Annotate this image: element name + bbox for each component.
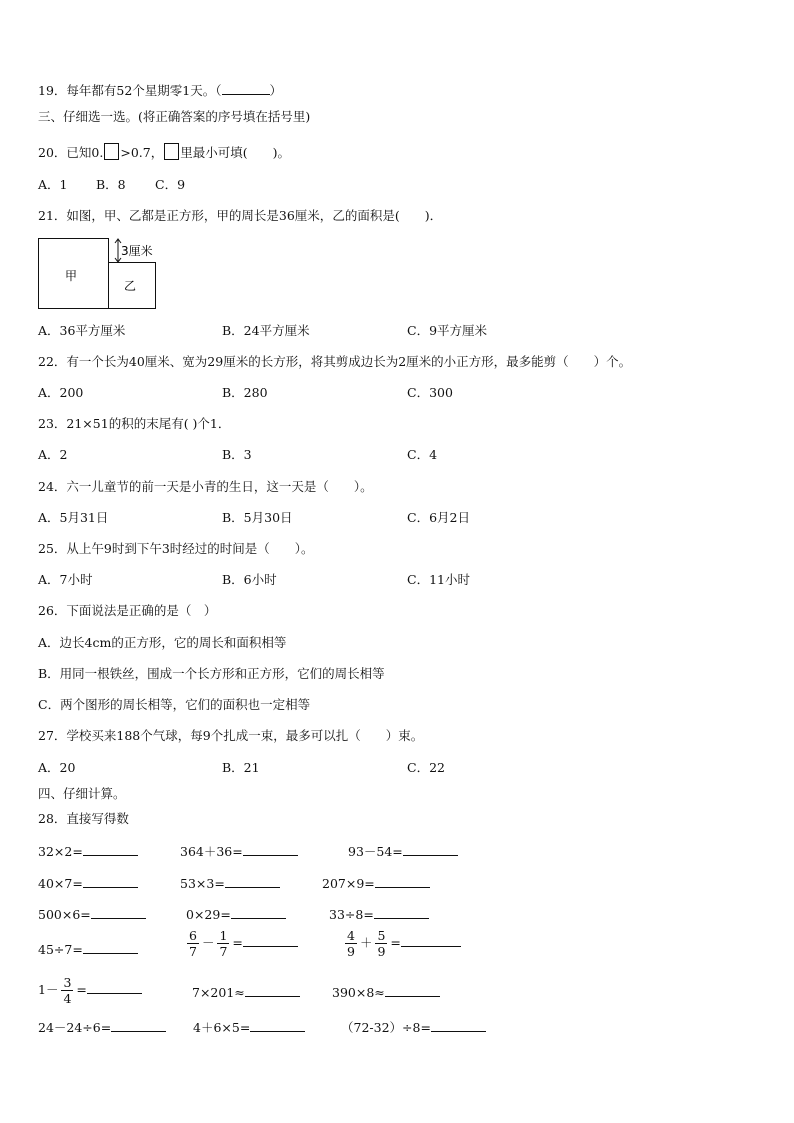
option-a[interactable]: A．36平方厘米 (38, 323, 126, 338)
label-yi: 乙 (124, 279, 137, 293)
answer-blank[interactable] (91, 906, 146, 919)
option-a[interactable]: A．边长4cm的正方形，它的周长和面积相等 (38, 635, 287, 650)
option-a[interactable]: A．20 (38, 760, 76, 775)
question-20: 20．已知0. >0.7， 里最小可填( )。 (38, 145, 290, 160)
answer-blank[interactable] (385, 984, 440, 997)
question-21: 21．如图，甲、乙都是正方形，甲的周长是36厘米，乙的面积是( )． (38, 208, 443, 223)
option-b[interactable]: B．用同一根铁丝，围成一个长方形和正方形，它们的周长相等 (38, 666, 385, 681)
fraction: $\frac{3}{4}$ (63, 975, 72, 1006)
answer-blank[interactable] (83, 941, 138, 954)
calc-item: 24－24÷6= (38, 1019, 166, 1036)
question-28-title: 28．直接写得数 (38, 811, 129, 826)
option-a[interactable]: A．7小时 (38, 572, 93, 587)
option-a[interactable]: A．2 (38, 447, 68, 462)
answer-blank[interactable] (243, 843, 298, 856)
answer-blank[interactable] (83, 875, 138, 888)
calc-item-fraction: $\frac{6}{7}$ － $\frac{1}{7}$ = (184, 928, 298, 959)
option-b[interactable]: B．280 (222, 385, 268, 400)
question-22: 22．有一个长为40厘米、宽为29厘米的长方形，将其剪成边长为2厘米的小正方形，最多能剪（ ）个。 (38, 354, 632, 369)
option-c[interactable]: C．9平方厘米 (407, 323, 488, 338)
calc-item: 40×7= (38, 875, 138, 892)
option-c[interactable]: C．9 (155, 177, 186, 192)
answer-blank[interactable] (431, 1019, 486, 1032)
calc-item: 390×8≈ (332, 984, 440, 1001)
calc-item: 53×3= (180, 875, 280, 892)
calc-item: 32×2= (38, 843, 138, 860)
question-19: 19．每年都有52个星期零1天。（ ） (38, 83, 283, 98)
option-c[interactable]: C．300 (407, 385, 453, 400)
calc-item: 364＋36= (180, 843, 298, 860)
label-3cm: 3厘米 (121, 244, 153, 258)
option-b[interactable]: B．6小时 (222, 572, 277, 587)
question-26: 26．下面说法是正确的是（ ） (38, 603, 217, 618)
answer-blank[interactable] (401, 934, 461, 947)
answer-blank[interactable] (374, 906, 429, 919)
option-b[interactable]: B．24平方厘米 (222, 323, 310, 338)
question-27: 27．学校买来188个气球，每9个扎成一束，最多可以扎（ ）束。 (38, 728, 424, 743)
answer-blank[interactable] (250, 1019, 305, 1032)
label-jia: 甲 (65, 269, 78, 283)
answer-blank[interactable] (87, 981, 142, 994)
answer-blank[interactable] (375, 875, 430, 888)
answer-blank[interactable] (83, 843, 138, 856)
option-b[interactable]: B．21 (222, 760, 260, 775)
option-a[interactable]: A．1 (38, 177, 68, 192)
squares-figure (38, 238, 168, 310)
answer-blank[interactable] (111, 1019, 166, 1032)
answer-blank[interactable] (403, 843, 458, 856)
option-a[interactable]: A．200 (38, 385, 84, 400)
calc-item: 0×29= (186, 906, 286, 923)
answer-blank[interactable] (225, 875, 280, 888)
answer-blank[interactable] (245, 984, 300, 997)
section-3-heading: 三、仔细选一选。(将正确答案的序号填在括号里) (38, 109, 311, 124)
calc-item: 45÷7= (38, 941, 138, 958)
calc-item: 93－54= (348, 843, 458, 860)
option-c[interactable]: C．两个图形的周长相等，它们的面积也一定相等 (38, 697, 311, 712)
answer-box[interactable] (104, 143, 119, 160)
option-c[interactable]: C．11小时 (407, 572, 470, 587)
answer-box[interactable] (164, 143, 179, 160)
fraction: $\frac{1}{7}$ (219, 928, 228, 959)
option-b[interactable]: B．5月30日 (222, 510, 293, 525)
calc-item-fraction: $\frac{4}{9}$ ＋ $\frac{5}{9}$ = (342, 928, 461, 959)
option-b[interactable]: B．8 (96, 177, 126, 192)
option-c[interactable]: C．22 (407, 760, 445, 775)
option-b[interactable]: B．3 (222, 447, 252, 462)
calc-item: 7×201≈ (192, 984, 300, 1001)
calc-item: 4＋6×5= (193, 1019, 305, 1036)
answer-blank[interactable] (222, 82, 270, 95)
calc-item: （72-32）÷8= (341, 1019, 486, 1036)
option-c[interactable]: C．6月2日 (407, 510, 470, 525)
option-a[interactable]: A．5月31日 (38, 510, 109, 525)
answer-blank[interactable] (243, 934, 298, 947)
fraction: $\frac{6}{7}$ (189, 928, 197, 959)
fraction: $\frac{5}{9}$ (377, 928, 386, 959)
section-4-heading: 四、仔细计算。 (38, 786, 126, 801)
answer-blank[interactable] (231, 906, 286, 919)
fraction: $\frac{4}{9}$ (347, 928, 355, 959)
question-25: 25．从上午9时到下午3时经过的时间是（ ）。 (38, 541, 314, 556)
calc-item: 207×9= (322, 875, 430, 892)
option-c[interactable]: C．4 (407, 447, 438, 462)
calc-item: 33÷8= (329, 906, 429, 923)
calc-item: 500×6= (38, 906, 146, 923)
question-23: 23．21×51的积的末尾有( )个1． (38, 416, 231, 431)
question-24: 24．六一儿童节的前一天是小青的生日，这一天是（ ）。 (38, 479, 373, 494)
calc-item-fraction: 1－ $\frac{3}{4}$ = (38, 975, 142, 1006)
